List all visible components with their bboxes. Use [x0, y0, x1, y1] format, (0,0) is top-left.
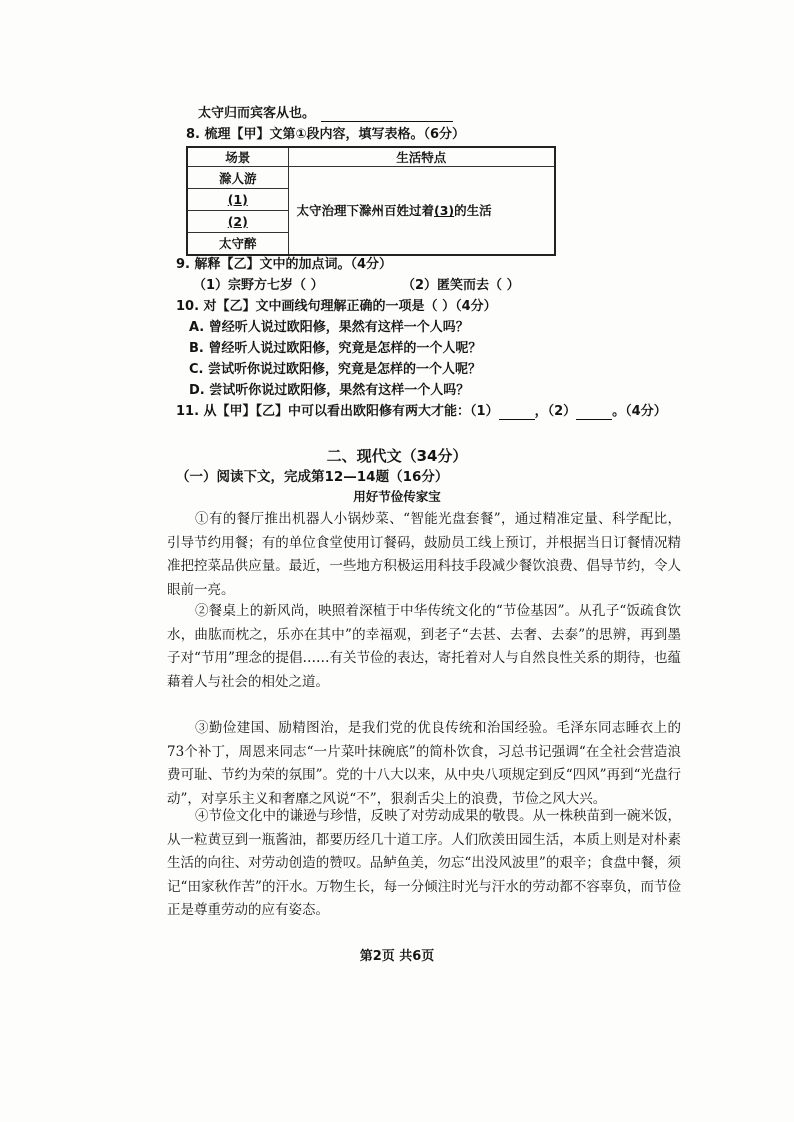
table-header-feature: 生活特点	[288, 147, 555, 167]
article-paragraph-1: ①有的餐厅推出机器人小锅炒菜、“智能光盘套餐”，通过精准定量、科学配比，引导节约用餐；有的单位食堂使用订餐码，鼓励员工线上预订，并根据当日订餐情况精准把控菜品供应量。最近，一些地方积极运用科技手段减少餐饮浪费、倡导节约，令人眼前一亮。	[167, 511, 681, 598]
reading-instruction: （一）阅读下文，完成第12—14题（16分）	[176, 469, 449, 485]
table-cell-feature	[288, 167, 555, 255]
section-heading: 二、现代文（34分）	[326, 447, 468, 465]
answer-blank	[321, 109, 453, 122]
feature-text-after: 的生活	[454, 203, 492, 219]
q10-option-b: B. 曾经听人说过欧阳修，究竟是怎样的一个人呢？	[189, 341, 482, 356]
table-cell-blank-1: (1)	[187, 189, 288, 211]
table-header-scene: 场景	[187, 147, 288, 167]
article-title: 用好节俭传家宝	[353, 489, 441, 504]
page-footer: 第2页 共6页	[359, 949, 435, 964]
q9-item-2: （2）匿笑而去（ ）	[402, 278, 520, 293]
feature-blank-3: (3)	[434, 203, 455, 219]
q11-suffix: 。（4分）	[612, 404, 667, 419]
q11-prefix: 11. 从【甲】【乙】中可以看出欧阳修有两大才能：（1）	[176, 404, 499, 419]
q10-option-a: A. 曾经听人说过欧阳修，果然有这样一个人吗？	[189, 320, 469, 335]
q10-option-c: C. 尝试听你说过欧阳修，究竟是怎样的一个人呢？	[189, 362, 482, 377]
q7-tail-line	[198, 106, 453, 122]
table-cell-blank-2: (2)	[187, 211, 288, 233]
question-9: 9. 解释【乙】文中的加点词。（4分）	[176, 257, 393, 272]
q9-item-1: （1）宗野方七岁（ ）	[193, 278, 324, 293]
summary-table	[186, 146, 556, 256]
article-paragraph-3: ③勤俭建国、励精图治，是我们党的优良传统和治国经验。毛泽东同志睡衣上的73个补丁，周恩来同志“一片菜叶抹碗底”的简朴饮食，习总书记强调“在全社会营造浪费可耻、节约为荣的氛围”。党的十八大以来，从中央八项规定到反“四风”再到“光盘行动”，对享乐主义和奢靡之风说“不”，狠刹舌尖上的浪费，节俭之风大兴。	[167, 720, 681, 807]
answer-blank	[576, 407, 612, 420]
question-10: 10. 对【乙】文中画线句理解正确的一项是（ ）（4分）	[176, 299, 497, 314]
table-cell-scene-1: 滁人游	[187, 167, 288, 189]
table-cell-scene-4: 太守醉	[187, 233, 288, 255]
q10-option-d: D. 尝试听你说过欧阳修，果然有这样一个人吗？	[189, 383, 470, 398]
q11-mid: ，（2）	[534, 404, 577, 419]
q7-tail-text: 太守归而宾客从也。	[198, 106, 316, 121]
question-8: 8. 梳理【甲】文第①段内容，填写表格。（6分）	[186, 127, 466, 142]
article-paragraph-2: ②餐桌上的新风尚，映照着深植于中华传统文化的“节俭基因”。从孔子“饭疏食饮水，曲肱而枕之，乐亦在其中”的幸福观，到老子“去甚、去奢、去泰”的思辨，再到墨子对“节用”理念的提倡……有关节俭的表达，寄托着对人与自然良性关系的期待，也蕴藉着人与社会的相处之道。	[167, 603, 681, 690]
question-11	[176, 404, 667, 420]
article-paragraph-4: ④节俭文化中的谦逊与珍惜，反映了对劳动成果的敬畏。从一株秧苗到一碗米饭，从一粒黄豆到一瓶酱油，都要历经几十道工序。人们欣羡田园生活，本质上则是对朴素生活的向往、对劳动创造的赞叹。品鲈鱼美，勿忘“出没风波里”的艰辛；食盘中餐，须记“田家秋作苦”的汗水。万物生长，每一分倾注时光与汗水的劳动都不容辜负，而节俭正是尊重劳动的应有姿态。	[167, 808, 681, 918]
feature-text-before: 太守治理下滁州百姓过着	[296, 203, 435, 219]
answer-blank	[499, 407, 535, 420]
